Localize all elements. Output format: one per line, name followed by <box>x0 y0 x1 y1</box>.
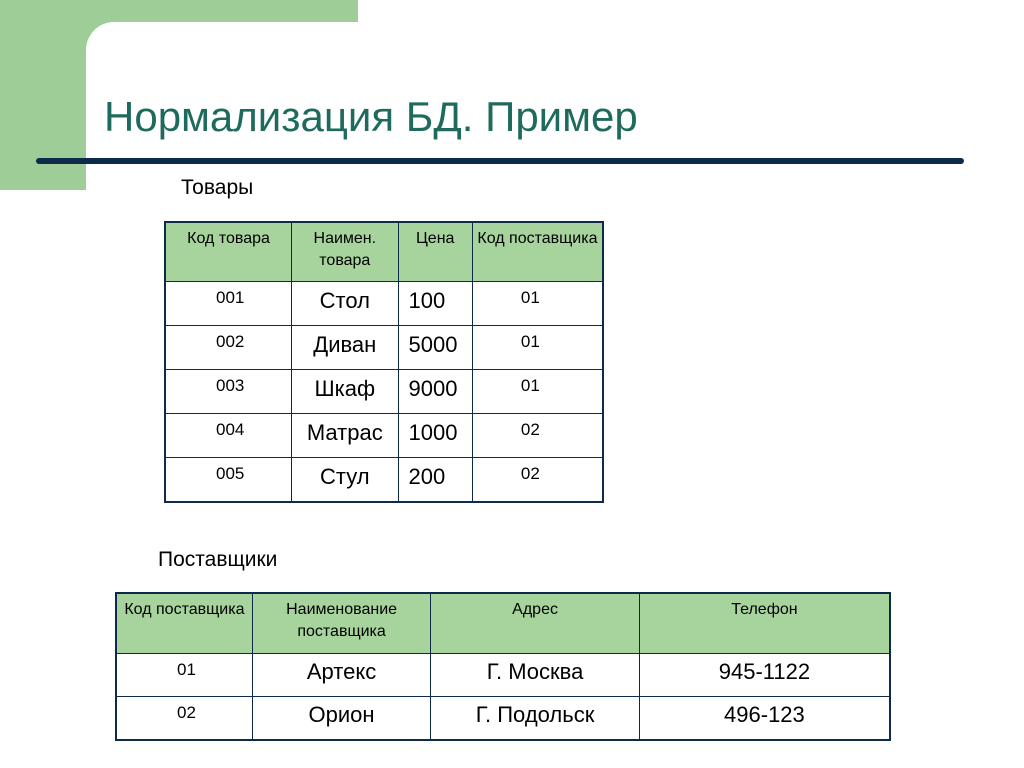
goods-header-row <box>165 222 603 282</box>
goods-cell-supplier-code: 01 <box>472 326 603 370</box>
goods-cell-code: 003 <box>165 370 292 414</box>
goods-cell-supplier-code: 01 <box>472 370 603 414</box>
goods-cell-supplier-code: 02 <box>472 458 603 503</box>
goods-header-code: Код товара <box>165 222 292 282</box>
suppliers-table <box>115 592 891 741</box>
goods-header-name: Наимен. товара <box>292 222 398 282</box>
table-row <box>165 326 603 370</box>
goods-table <box>164 221 604 503</box>
goods-cell-price: 1000 <box>398 414 472 458</box>
goods-table-caption: Товары <box>181 176 254 199</box>
suppliers-cell-address: Г. Подольск <box>431 697 640 741</box>
goods-cell-code: 005 <box>165 458 292 503</box>
slide-title: Нормализация БД. Пример <box>104 93 638 140</box>
goods-cell-code: 004 <box>165 414 292 458</box>
goods-cell-code: 001 <box>165 282 292 326</box>
goods-cell-supplier-code: 01 <box>472 282 603 326</box>
suppliers-header-row <box>116 593 890 654</box>
goods-cell-price: 9000 <box>398 370 472 414</box>
goods-cell-name: Стул <box>292 458 398 503</box>
suppliers-cell-phone: 496-123 <box>639 697 890 741</box>
suppliers-header-code: Код поставщика <box>116 593 252 654</box>
goods-header-supplier-code: Код поставщика <box>472 222 603 282</box>
table-row <box>116 654 890 697</box>
suppliers-cell-name: Орион <box>252 697 430 741</box>
goods-cell-price: 100 <box>398 282 472 326</box>
suppliers-cell-phone: 945-1122 <box>639 654 890 697</box>
suppliers-table-caption: Поставщики <box>158 548 278 571</box>
suppliers-cell-code: 02 <box>116 697 252 741</box>
table-row <box>116 697 890 741</box>
goods-cell-name: Диван <box>292 326 398 370</box>
suppliers-header-phone: Телефон <box>639 593 890 654</box>
suppliers-cell-code: 01 <box>116 654 252 697</box>
suppliers-header-name: Наименование поставщика <box>252 593 430 654</box>
goods-header-price: Цена <box>398 222 472 282</box>
suppliers-cell-address: Г. Москва <box>431 654 640 697</box>
goods-cell-price: 200 <box>398 458 472 503</box>
goods-cell-price: 5000 <box>398 326 472 370</box>
suppliers-header-address: Адрес <box>431 593 640 654</box>
table-row <box>165 282 603 326</box>
goods-cell-supplier-code: 02 <box>472 414 603 458</box>
table-row <box>165 414 603 458</box>
goods-cell-name: Матрас <box>292 414 398 458</box>
title-underline <box>36 158 964 164</box>
table-row <box>165 458 603 503</box>
suppliers-cell-name: Артекс <box>252 654 430 697</box>
goods-cell-name: Стол <box>292 282 398 326</box>
goods-cell-name: Шкаф <box>292 370 398 414</box>
table-row <box>165 370 603 414</box>
goods-cell-code: 002 <box>165 326 292 370</box>
